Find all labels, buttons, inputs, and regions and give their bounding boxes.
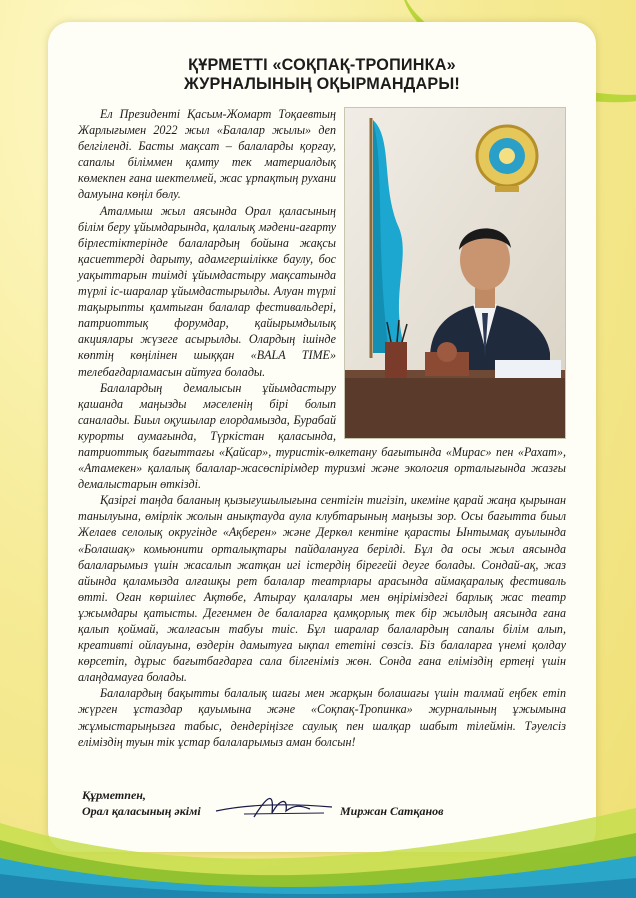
- handwritten-signature: [214, 791, 334, 821]
- paragraph-2: Аталмыш жыл аясында Орал қаласының білім беру ұйымдарында, қалалық мәдени-ағарту бірлестіктерінде балалардың бойына жақсы қасиеттерді дарыту, адамгершілікке баулу, бос уақыттарын тиімді ұйымдастыру мақсатында түрлі іс-шаралар ұйымдастырылды. Алуан түрлі тақырыпты қамтыған балалар фестивальдері, патриоттық форумдар, қайырымдылық акциялары жүзеге асырылды. Олардың ішінде көптің көңілінен шыққан «BALA TIME» телебағдарламасын айтуға болады.: [78, 203, 336, 379]
- portrait-illustration: [345, 108, 565, 438]
- paragraph-4: Қазіргі таңда баланың қызығушылығына сентігін тигізіп, икеміне қарай жаңа қырынан танылуына, өмірлік жолын анықтауда аула клубтарының маңызы зор. Осы бағытта биыл Желаев селолық округінде «Ақберен» және Деркөл кентіне қарасты Ынтымақ ауылында «Болашақ» комьюнити орталықтары пайдалануға берілді. Бұл да осы жыл аясында балаларымыз үшін жасалып жатқан игі істердің бірегейі деуге болады. Сондай-ақ, жаз айында қаламызда алғашқы рет балалар театрлары арасында аймақаралық фестиваль өтті. Оған көршілес Ақтөбе, Атырау қалалары мен өңіріміздегі барлық жас театр ұжымдары қатысты. Дегенмен де балаларға қамқорлық тек бір жылдың аясында ғана қалып қоймай, жалғасын табуы тиіс. Бұл шаралар балалардың сапалы білім алып, креативті ойлауына, өздерін дамытуға ықпал ететіні сөзсіз. Біз балаларға үнемі қолдау көрсетіп, дұрыс бағытбағдарға сала білгеніміз жөн. Сонда ғана еліміздің ертеңі үшін алаңдамауға болады.: [78, 493, 566, 685]
- signature-left: [82, 787, 201, 819]
- portrait-photo: [344, 107, 566, 439]
- signature-position: Орал қаласының әкімі: [82, 804, 201, 818]
- letter-content: [78, 56, 566, 750]
- paragraph-1: Ел Президенті Қасым-Жомарт Тоқаевтың Жарлығымен 2022 жыл «Балалар жылы» деп белгіленді. Басты мақсат – балаларды қорғау, сапалы біліммен қамту тек материалдық көмекпен ғана шектелмей, жас ұрпақтың рухани дамуына көңіл бөлу.: [78, 107, 336, 202]
- signature-name: Миржан Сатқанов: [340, 804, 444, 818]
- title-line-1: ҚҰРМЕТТІ «СОҚПАҚ-ТРОПИНКА»: [188, 56, 456, 74]
- title-line-2: ЖУРНАЛЫНЫҢ ОҚЫРМАНДАРЫ!: [183, 75, 461, 93]
- signature-block: [82, 787, 562, 827]
- paragraph-3: Балалардың демалысын ұйымдастыру қашанда маңызды мәселенің бірі болып саналады. Биыл оқушылар елордамызда, Бурабай курорты аумағында, Түркістан қаласында, патриоттық бағыттағы «Қайсар», туристік-өлкетану бағытында «Мирас» пен «Рахат», «Атамекен» қалалық балалар-жасөспірімдер туризмі және экология орталығында жазғы демалыстарын өткізді.: [78, 380, 566, 492]
- paragraph-5: Балалардың бақытты балалық шағы мен жарқын болашағы үшін талмай еңбек етіп жүрген ұстаздар қауымына және «Соқпақ-Тропинка» журналының ұжымына жұмыстарыңызға табыс, дендеріңізге саулық пен шалқар шабыт тілеймін. Тәуелсіз еліміздің туын тік ұстар балаларымыз аман болсын!: [78, 686, 566, 749]
- letter-body: [78, 106, 566, 750]
- page-title: [78, 56, 566, 94]
- signature-regards: Құрметпен,: [82, 788, 146, 802]
